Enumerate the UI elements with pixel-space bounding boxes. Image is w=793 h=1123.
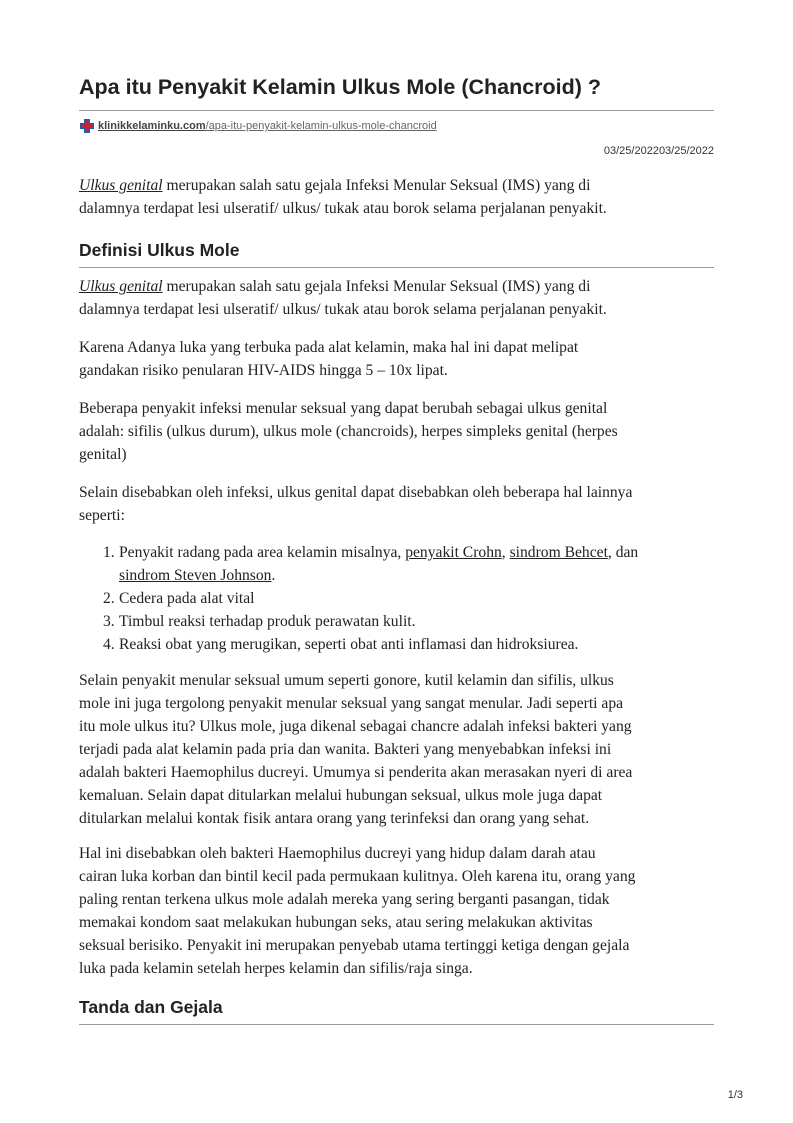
- definition-paragraph-1: Ulkus genital merupakan salah satu gejala Infeksi Menular Seksual (IMS) yang di dalamnya terdapat lesi ulseratif/ ulkus/ tukak atau borok selama perjalanan penyakit.: [79, 278, 607, 318]
- section-divider: [79, 267, 714, 268]
- source-path-link[interactable]: /apa-itu-penyakit-kelamin-ulkus-mole-chancroid: [205, 120, 437, 132]
- list-item: 1. Penyakit radang pada area kelamin misalnya, penyakit Crohn, sindrom Behcet, dan sindrom Steven Johnson.: [103, 544, 639, 584]
- intro-paragraph: Ulkus genital merupakan salah satu gejala Infeksi Menular Seksual (IMS) yang di dalamnya terdapat lesi ulseratif/ ulkus/ tukak atau borok selama perjalanan penyakit.: [79, 177, 607, 217]
- page-number: 1/3: [727, 1089, 743, 1101]
- sindrom-steven-johnson-link[interactable]: sindrom Steven Johnson: [119, 567, 272, 584]
- list-item: 2. Cedera pada alat vital: [103, 590, 255, 607]
- list-item: 4. Reaksi obat yang merugikan, seperti obat anti inflamasi dan hidroksiurea.: [103, 636, 579, 653]
- section-divider: [79, 1024, 714, 1025]
- section-heading-tanda-gejala: Tanda dan Gejala: [79, 997, 223, 1017]
- ulkus-genital-link[interactable]: Ulkus genital: [79, 177, 163, 194]
- ulkus-genital-link[interactable]: Ulkus genital: [79, 278, 163, 295]
- definition-paragraph-2: Karena Adanya luka yang terbuka pada alat kelamin, maka hal ini dapat melipat gandakan risiko penularan HIV-AIDS hingga 5 – 10x lipat.: [79, 339, 579, 379]
- source-line: [79, 118, 437, 134]
- publish-date: 03/25/202203/25/2022: [603, 145, 714, 157]
- definition-paragraph-5: Selain penyakit menular seksual umum seperti gonore, kutil kelamin dan sifilis, ulkus mole ini juga tergolong penyakit menular seksual yang sangat menular. Jadi seperti apa itu mole ulkus itu? Ulkus mole, juga dikenal sebagai chancre adalah infeksi bakteri yang terjadi pada alat kelamin pada pria dan wanita. Bakteri yang menyebabkan infeksi ini adalah bakteri Haemophilus ducreyi. Umumya si penderita akan merasakan nyeri di area kemaluan. Selain dapat ditularkan melalui hubungan seksual, ulkus mole juga dapat ditularkan melalui kontak fisik antara orang yang terinfeksi dan orang yang sehat.: [79, 672, 633, 827]
- section-heading-definisi: Definisi Ulkus Mole: [79, 240, 240, 260]
- definition-paragraph-6: Hal ini disebabkan oleh bakteri Haemophilus ducreyi yang hidup dalam darah atau cairan luka korban dan bintil kecil pada permukaan kulitnya. Oleh karena itu, orang yang paling rentan terkena ulkus mole adalah mereka yang sering berganti pasangan, tidak memakai kondom saat melakukan hubungan seks, atau sering melakukan aktivitas seksual berisiko. Penyakit ini merupakan penyebab utama tertinggi ketiga dengan gejala luka pada kelamin setelah herpes kelamin dan sifilis/raja singa.: [79, 845, 636, 977]
- penyakit-crohn-link[interactable]: penyakit Crohn: [405, 544, 502, 561]
- sindrom-behcet-link[interactable]: sindrom Behcet: [509, 544, 608, 561]
- source-domain-link[interactable]: klinikkelaminku.com: [98, 120, 206, 132]
- title-divider: [79, 110, 714, 111]
- medical-cross-icon: [79, 118, 95, 134]
- definition-paragraph-3: Beberapa penyakit infeksi menular seksual yang dapat berubah sebagai ulkus genital adalah: sifilis (ulkus durum), ulkus mole (chancroids), herpes simpleks genital (herpes genital): [79, 400, 618, 463]
- list-item: 3. Timbul reaksi terhadap produk perawatan kulit.: [103, 613, 416, 630]
- definition-paragraph-4: Selain disebabkan oleh infeksi, ulkus genital dapat disebabkan oleh beberapa hal lainnya seperti:: [79, 484, 633, 524]
- causes-list: [79, 541, 719, 656]
- page-title: Apa itu Penyakit Kelamin Ulkus Mole (Chancroid) ?: [79, 75, 602, 99]
